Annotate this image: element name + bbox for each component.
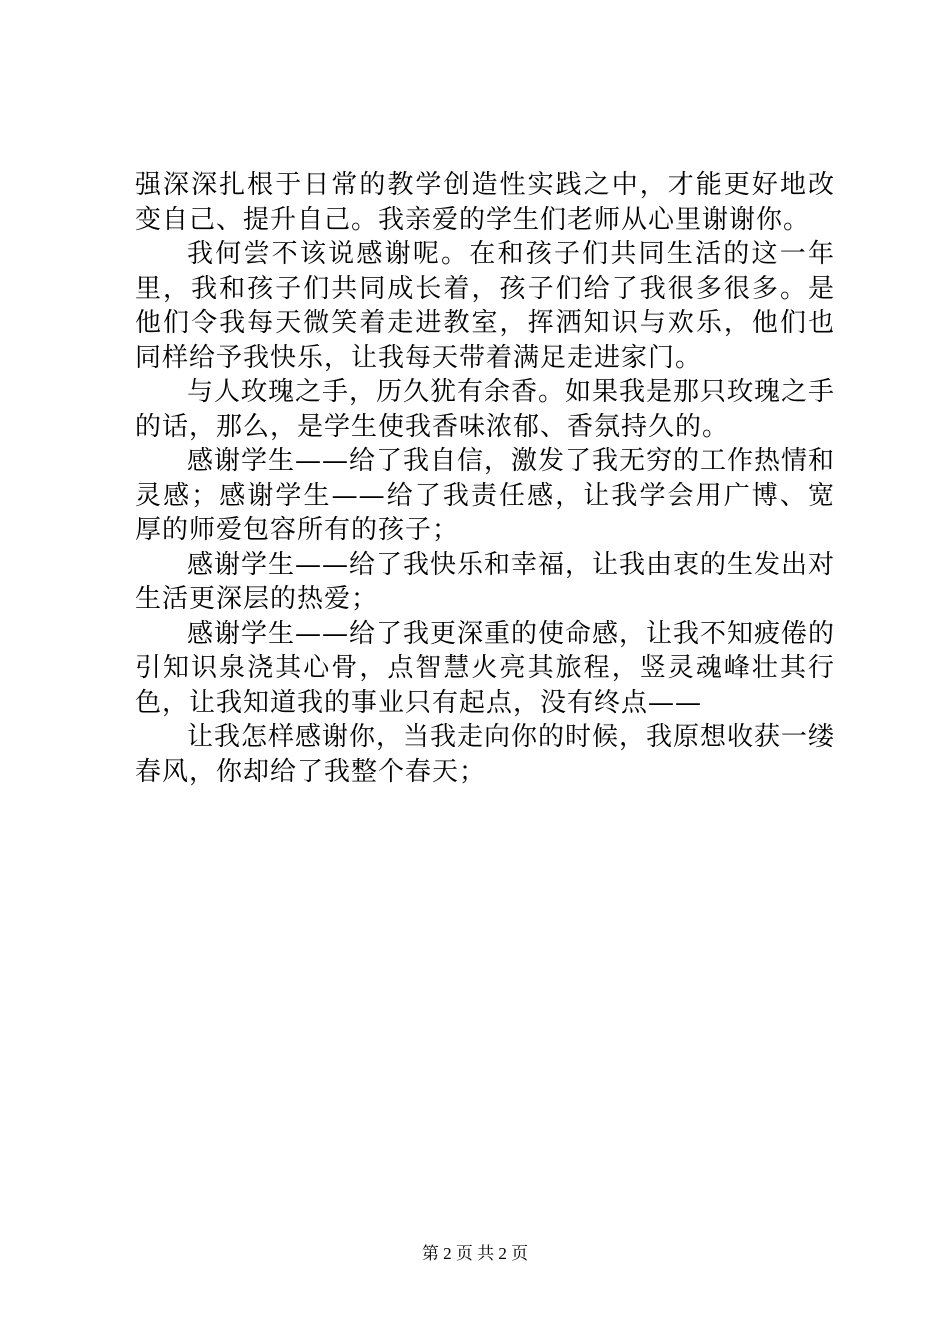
- paragraph-continued: 强深深扎根于日常的教学创造性实践之中，才能更好地改变自己、提升自己。我亲爱的学生们老师从心里谢谢你。: [135, 170, 835, 235]
- paragraph: 我何尝不该说感谢呢。在和孩子们共同生活的这一年里，我和孩子们共同成长着，孩子们给了我很多很多。是他们令我每天微笑着走进教室，挥洒知识与欢乐，他们也同样给予我快乐，让我每天带着满足走进家门。: [135, 239, 835, 373]
- page-number: 第 2 页 共 2 页: [421, 1244, 529, 1263]
- paragraph: 感谢学生——给了我快乐和幸福，让我由衷的生发出对生活更深层的热爱；: [135, 549, 836, 614]
- document-body: [135, 168, 835, 789]
- page-footer: [0, 1244, 950, 1264]
- paragraph: 让我怎样感谢你，当我走向你的时候，我原想收获一缕春风，你却给了我整个春天；: [135, 722, 836, 787]
- paragraph: 与人玫瑰之手，历久犹有余香。如果我是那只玫瑰之手的话，那么，是学生使我香味浓郁、香氛持久的。: [135, 377, 836, 442]
- paragraph: 感谢学生——给了我自信，激发了我无穷的工作热情和灵感；感谢学生——给了我责任感，让我学会用广博、宽厚的师爱包容所有的孩子；: [135, 446, 836, 545]
- paragraph: 感谢学生——给了我更深重的使命感，让我不知疲倦的引知识泉浇其心骨，点智慧火亮其旅程，竖灵魂峰壮其行色，让我知道我的事业只有起点，没有终点——: [135, 618, 836, 718]
